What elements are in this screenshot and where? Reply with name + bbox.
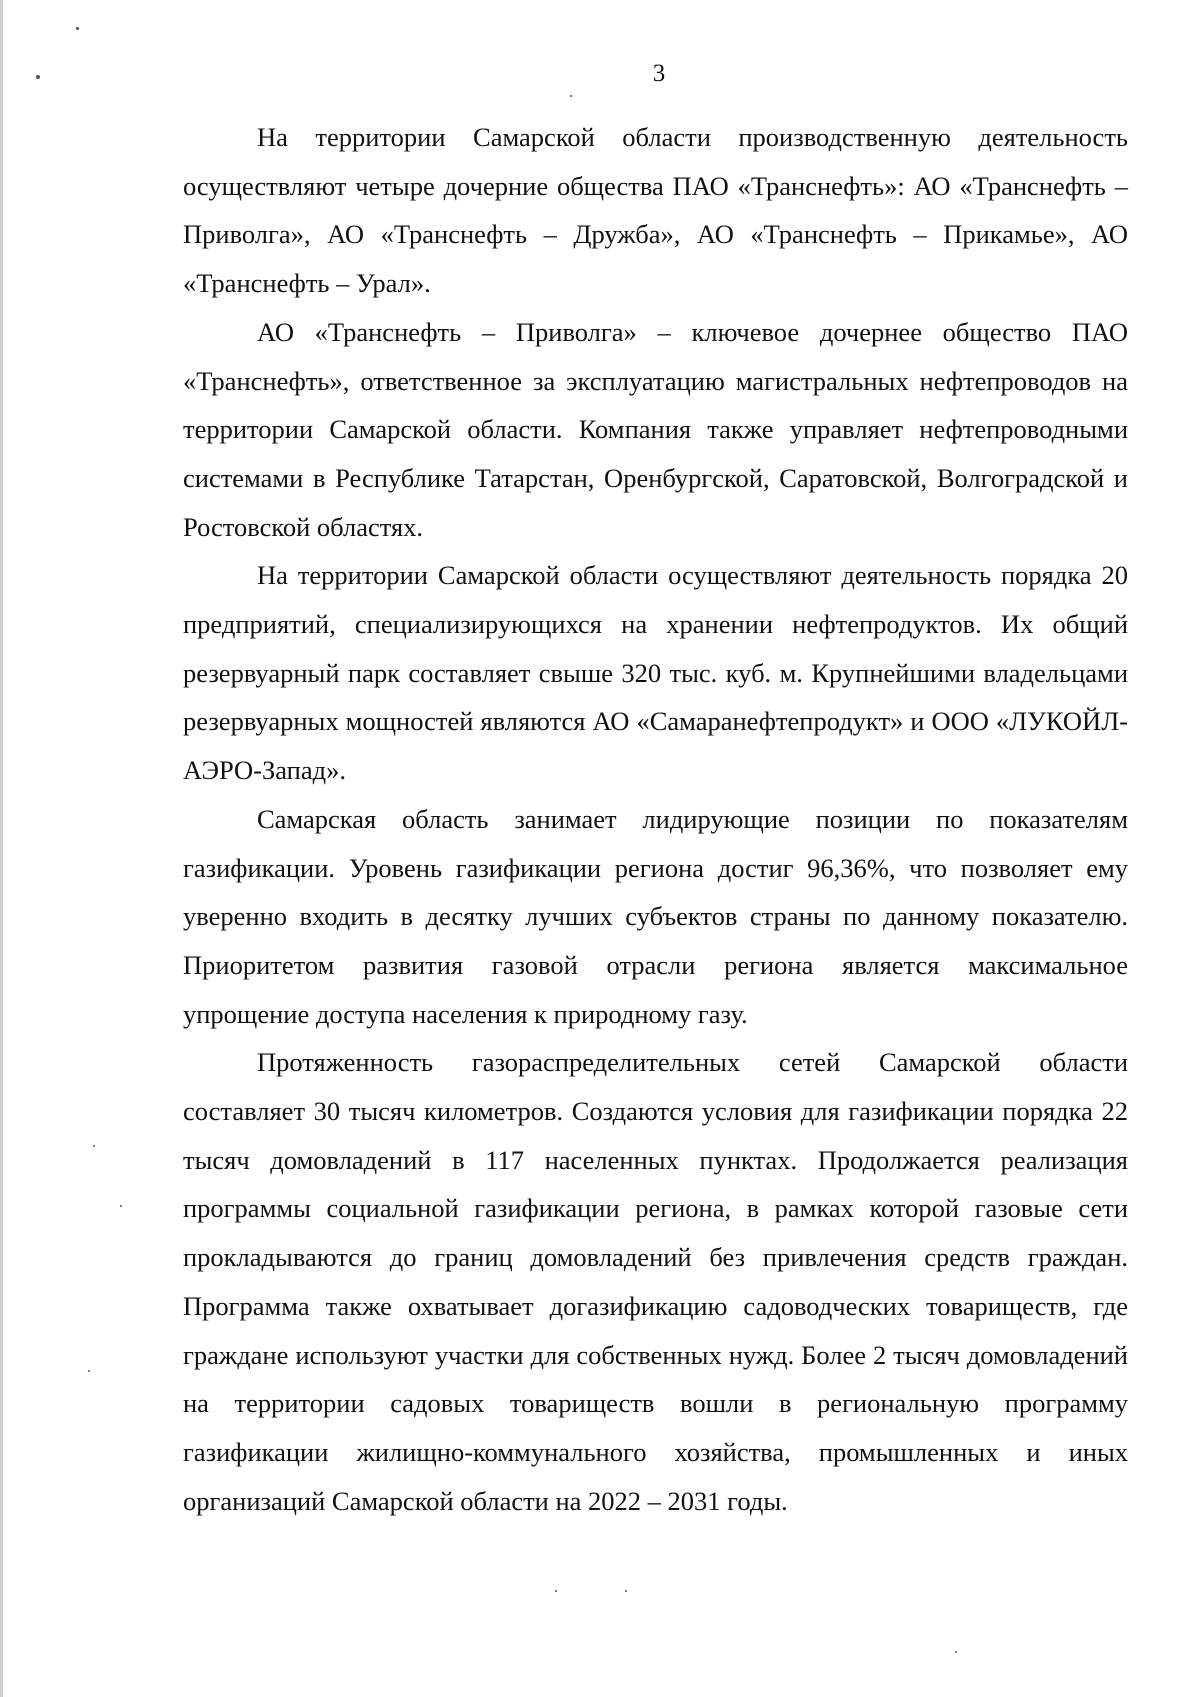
scan-left-edge (0, 0, 3, 1697)
paragraph-gasification-level: Самарская область занимает лидирующие позиции по показателям газификации. Уровень газификации региона достиг 96,36%, что позволяет ему уверенно входить в десятку лучших субъектов страны по данному показателю. Приоритетом развития газовой отрасли региона является максимальное упрощение доступа населения к природному газу. (183, 803, 1128, 1029)
paragraph-transneft-subsidiaries: На территории Самарской области производственную деятельность осуществляют четыре дочерние общества ПАО «Транснефть»: АО «Транснефть – Приволга», АО «Транснефть – Дружба», АО «Транснефть – Прикамье», АО «Транснефть – Урал». (183, 122, 1128, 299)
scan-speck (88, 1370, 90, 1372)
scan-speck (93, 1145, 95, 1147)
paragraph-oil-product-storage: На территории Самарской области осуществляют деятельность порядка 20 предприятий, специализирующихся на хранении нефтепродуктов. Их общий резервуарный парк составляет свыше 320 тыс. куб. м. Крупнейшими владельцами резервуарных мощностей являются АО «Самаранефтепродукт» и ООО «ЛУКОЙЛ-АЭРО-Запад». (183, 560, 1128, 786)
page-number: 3 (652, 60, 666, 87)
scan-speck (955, 1651, 957, 1653)
scan-speck (570, 95, 572, 97)
paragraph-gas-distribution-networks: Протяженность газораспределительных сетей Самарской области составляет 30 тысяч километров. Создаются условия для газификации порядка 22 тысяч домовладений в 117 населенных пунктах. Продолжается реализация программы социальной газификации региона, в рамках которой газовые сети прокладываются до границ домовладений без привлечения средств граждан. Программа также охватывает догазификацию садоводческих товариществ, где граждане используют участки для собственных нужд. Более 2 тысяч домовладений на территории садовых товариществ вошли в региональную программу газификации жилищно-коммунального хозяйства, промышленных и иных организаций Самарской области на 2022 – 2031 годы. (183, 1047, 1128, 1516)
scan-speck (120, 1205, 122, 1207)
scan-speck (625, 1590, 627, 1592)
scan-speck (555, 1590, 557, 1592)
scan-speck (76, 27, 79, 30)
paragraph-transneft-privolga: АО «Транснефть – Приволга» – ключевое дочернее общество ПАО «Транснефть», ответственное за эксплуатацию магистральных нефтепроводов на территории Самарской области. Компания также управляет нефтепроводными системами в Республике Татарстан, Оренбургской, Саратовской, Волгоградской и Ростовской областях. (183, 316, 1128, 542)
document-body (183, 113, 1128, 1525)
